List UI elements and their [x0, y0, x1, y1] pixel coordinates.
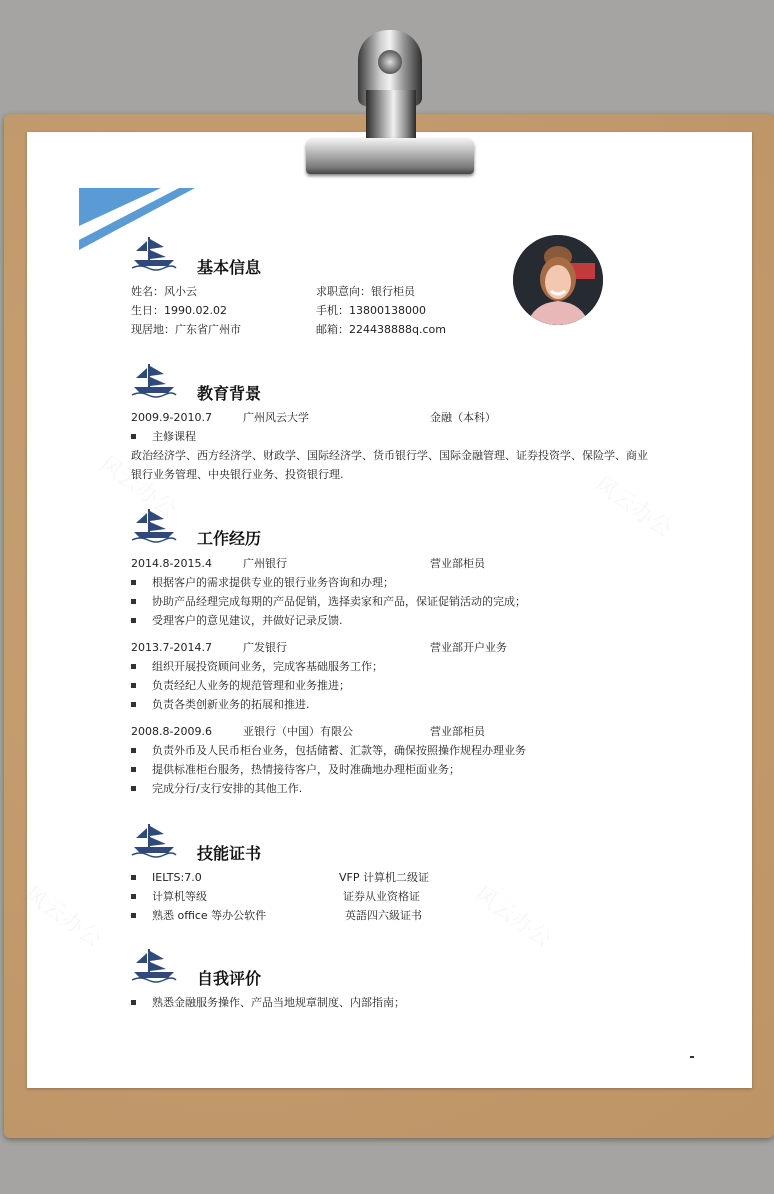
job-duty: 组织开展投资顾问业务，完成客基础服务工作；	[152, 660, 383, 673]
name-field: 姓名：风小云	[131, 285, 197, 298]
certificate-item: 英語四六級证书	[345, 909, 422, 922]
job-role: 营业部开户业务	[430, 641, 507, 654]
education-major: 金融（本科）	[430, 411, 496, 424]
job-role: 营业部柜员	[430, 725, 485, 738]
clip-neck	[366, 90, 416, 142]
skill-item: IELTS:7.0	[152, 871, 202, 884]
ship-icon	[130, 362, 178, 398]
job-duty: 受理客户的意见建议，并做好记录反馈.	[152, 614, 343, 627]
education-period: 2009.9-2010.7	[131, 411, 212, 424]
self-item: 熟悉金融服务操作、产品当地规章制度、内部指南；	[152, 996, 405, 1009]
ship-icon	[130, 947, 178, 983]
section-title-self: 自我评价	[197, 969, 262, 988]
job-duty: 协助产品经理完成每期的产品促销，选择卖家和产品，保证促销活动的完成；	[152, 595, 526, 608]
job-duty: 提供标准柜台服务，热情接待客户，及时准确地办理柜面业务；	[152, 763, 460, 776]
job-period: 2013.7-2014.7	[131, 641, 212, 654]
job-duty: 完成分行/支行安排的其他工作.	[152, 782, 303, 795]
section-title-skills: 技能证书	[197, 844, 262, 863]
job-duty: 负责外币及人民币柜台业务，包括储蓄、汇款等，确保按照操作规程办理业务	[152, 744, 526, 757]
courses-line-2: 银行业务管理、中央银行业务、投资银行理.	[131, 468, 344, 481]
intent-field: 求职意向：银行柜员	[316, 285, 415, 298]
birth-field: 生日：1990.02.02	[131, 304, 227, 317]
job-company: 亚银行（中国）有限公	[243, 725, 353, 738]
certificate-item: VFP 计算机二级证	[339, 871, 429, 884]
job-period: 2008.8-2009.6	[131, 725, 212, 738]
ship-icon	[130, 822, 178, 858]
avatar	[513, 235, 603, 325]
courses-label: 主修课程	[152, 430, 196, 443]
job-duty: 根据客户的需求提供专业的银行业务咨询和办理；	[152, 576, 394, 589]
page-mark	[690, 1056, 694, 1058]
ship-icon	[130, 507, 178, 543]
job-duty: 负责经纪人业务的规范管理和业务推进；	[152, 679, 350, 692]
section-title-basic: 基本信息	[197, 258, 262, 277]
section-title-work: 工作经历	[197, 529, 262, 548]
job-period: 2014.8-2015.4	[131, 557, 212, 570]
job-company: 广州银行	[243, 557, 287, 570]
section-title-education: 教育背景	[197, 384, 262, 403]
certificate-item: 证券从业资格证	[343, 890, 420, 903]
job-role: 营业部柜员	[430, 557, 485, 570]
skill-item: 熟悉 office 等办公软件	[152, 909, 267, 922]
email-field: 邮箱：224438888q.com	[316, 323, 446, 336]
courses-line-1: 政治经济学、西方经济学、财政学、国际经济学、货币银行学、国际金融管理、证券投资学、保险学、商业	[131, 449, 648, 462]
job-duty: 负责各类创新业务的拓展和推进.	[152, 698, 310, 711]
location-field: 现居地：广东省广州市	[131, 323, 241, 336]
education-school: 广州风云大学	[243, 411, 309, 424]
job-company: 广发银行	[243, 641, 287, 654]
skill-item: 计算机等级	[152, 890, 207, 903]
resume-paper	[27, 132, 752, 1088]
clip-base	[306, 138, 474, 174]
phone-field: 手机：13800138000	[316, 304, 426, 317]
ship-icon	[130, 235, 178, 271]
clip-hole	[378, 50, 402, 74]
